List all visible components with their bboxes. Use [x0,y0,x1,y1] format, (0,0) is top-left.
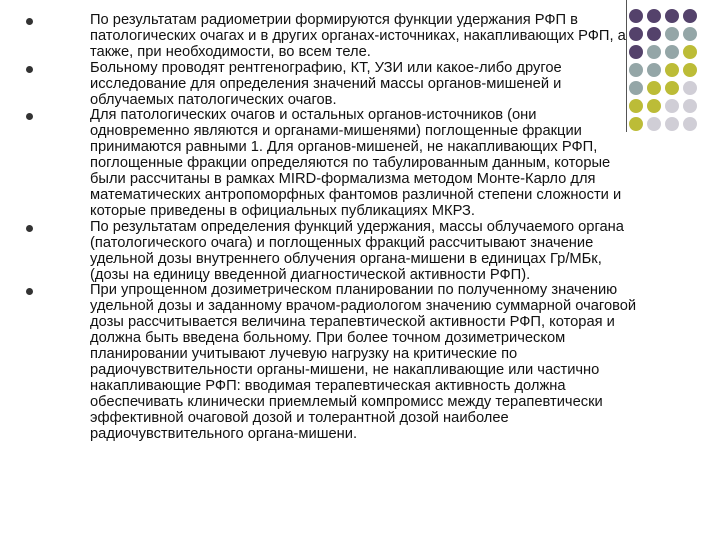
decorative-dot-purple [665,9,679,23]
slide-content [26,13,638,442]
decorative-dot-purple [647,9,661,23]
bullet-dot-icon [26,288,33,295]
bullet-text-2: Больному проводят рентгенографию, КТ, УЗИ или какое-либо другое исследование для определения значений массы органов-мишеней и облучаемых патологических очагов. [90,59,562,108]
bullet-text-3: Для патологических очагов и остальных органов-источников (они одновременно являются и органами-мишенями) поглощенные фракции принимаются равными 1. Для органов-мишеней, не накапливающих РФП, поглощенные фракции определяются по табулированным данным, которые были рассчитаны в рамках MIRD-формализма методом Монте-Карло для математических антропоморфных фантомов различной степени сложности и которые приведены в официальных публикациях МКРЗ. [90,107,622,219]
decorative-dot-light [647,117,661,131]
decorative-dot-purple [683,9,697,23]
bullet-item-2 [26,61,638,109]
bullet-text-5: При упрощенном дозиметрическом планировании по полученному значению удельной дозы и заданному врачом-радиологом значению суммарной очаговой дозы рассчитывается величина терапевтической активности РФП, которая и должна быть введена больному. При более точном дозиметрическом планировании учитывают лучевую нагрузку на критические по радиочувствительности органы-мишени, не накапливающие или частично накапливающие РФП: вводимая терапевтическая активность должна обеспечивать клинически приемлемый компромисс между терапевтически эффективной очаговой дозой и толерантной дозой наиболее радиочувствительного органа-мишени. [90,282,637,442]
bullet-text-1: По результатам радиометрии формируются функции удержания РФП в патологических очагах и в других органах-источниках, накапливающих РФП, а также, при необходимости, во всем теле. [90,12,626,60]
decorative-dot-yellow [683,45,697,59]
bullet-dot-icon [26,66,33,73]
bullet-text-4: По результатам определения функций удержания, массы облучаемого органа (патологического очага) и поглощенных фракций рассчитывают значение удельной дозы внутреннего облучения органа-мишени в единицах Гр/МБк, (дозы на единицу введенной диагностической активности РФП). [90,218,624,283]
bullet-list [26,13,638,442]
decorative-dot-yellow [647,99,661,113]
decorative-dot-grid [629,9,697,131]
bullet-dot-icon [26,113,33,120]
decorative-dot-yellow [647,81,661,95]
decorative-dot-yellow [665,63,679,77]
decorative-dot-gray [647,45,661,59]
bullet-dot-icon [26,18,33,25]
bullet-item-5 [26,283,638,442]
decorative-dot-gray [647,63,661,77]
decorative-dot-yellow [683,63,697,77]
bullet-item-1 [26,13,638,61]
decorative-dot-purple [647,27,661,41]
bullet-dot-icon [26,225,33,232]
decorative-dot-yellow [665,81,679,95]
decorative-dot-light [683,117,697,131]
decorative-dot-light [683,99,697,113]
bullet-item-4 [26,220,638,284]
decorative-dot-gray [665,27,679,41]
decorative-dot-gray [683,27,697,41]
decorative-dot-gray [665,45,679,59]
decorative-dot-light [665,117,679,131]
decorative-dot-light [665,99,679,113]
bullet-item-3 [26,108,638,219]
decorative-dot-light [683,81,697,95]
